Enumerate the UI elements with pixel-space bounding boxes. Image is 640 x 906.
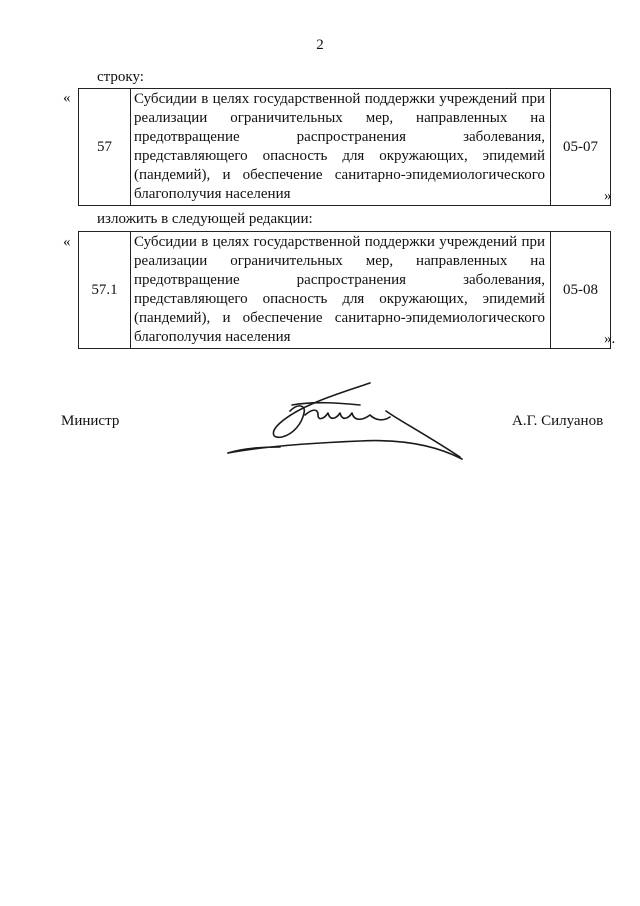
old-row-description: Субсидии в целях государственной поддержки учреждений при реализации ограничительных мер, направленных на предотвращение распространения заболевания, представляющего опасность для окружающих, эпидемий (пандемий), и обеспечение санитарно-эпидемиологического благополучия населения: [131, 89, 551, 206]
replace-text: изложить в следующей редакции:: [97, 211, 313, 227]
table-row: [79, 89, 611, 206]
new-row-number: 57.1: [79, 232, 131, 349]
handwritten-signature: [220, 375, 470, 465]
old-row-close-quote: »: [604, 188, 612, 204]
old-row-open-quote: «: [63, 90, 71, 106]
new-row-close-quote: ».: [604, 331, 616, 347]
table-row: [79, 232, 611, 349]
minister-title: Министр: [61, 413, 120, 429]
old-row-table: [78, 88, 611, 206]
intro-text: строку:: [97, 69, 144, 85]
page-number: 2: [316, 37, 324, 53]
old-row-code: 05-07: [551, 89, 611, 206]
new-row-description: Субсидии в целях государственной поддержки учреждений при реализации ограничительных мер, направленных на предотвращение распространения заболевания, представляющего опасность для окружающих, эпидемий (пандемий), и обеспечение санитарно-эпидемиологического благополучия населения: [131, 232, 551, 349]
new-row-open-quote: «: [63, 234, 71, 250]
minister-name: А.Г. Силуанов: [512, 413, 604, 429]
old-row-number: 57: [79, 89, 131, 206]
new-row-table: [78, 231, 611, 349]
new-row-code: 05-08: [551, 232, 611, 349]
